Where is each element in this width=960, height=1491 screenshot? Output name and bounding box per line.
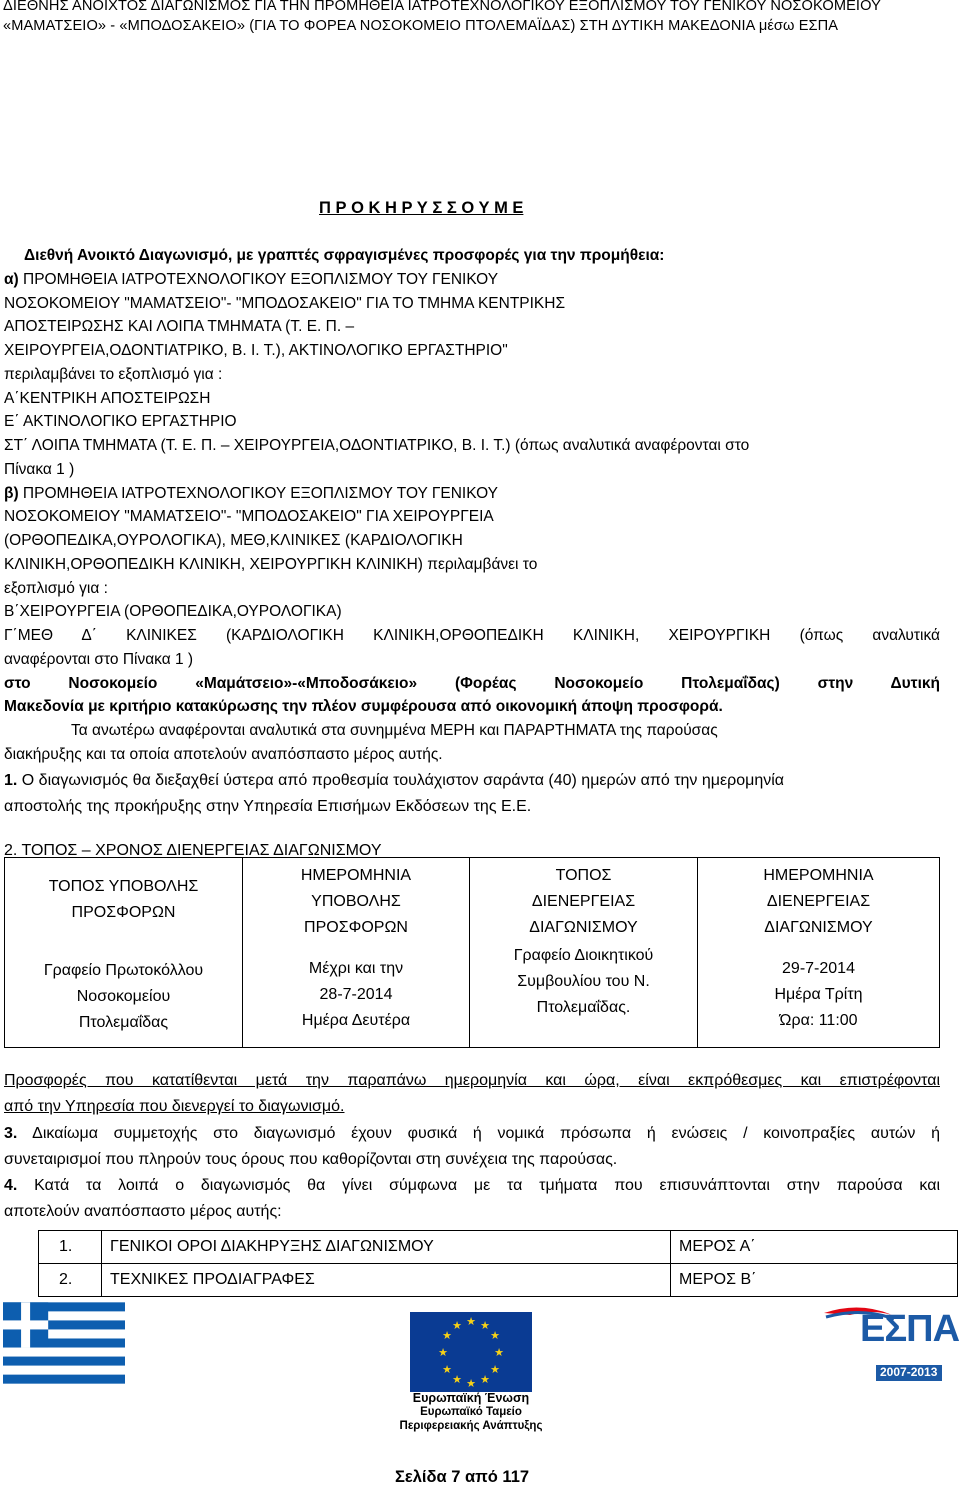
intro-line-16: Β΄ΧΕΙΡΟΥΡΓΕΙΑ (ΟΡΘΟΠΕΔΙΚΑ,ΟΥΡΟΛΟΓΙΚΑ)	[4, 603, 342, 620]
svg-text:★: ★	[442, 1363, 452, 1376]
header-text: ΔΙΕΝΕΡΓΕΙΑΣ	[766, 893, 871, 910]
svg-text:★: ★	[494, 1346, 504, 1359]
dates-table	[4, 857, 940, 1048]
item-a-label: α)	[4, 271, 19, 288]
intro-line-14: ΚΛΙΝΙΚΗ,ΟΡΘΟΠΕΔΙΚΗ ΚΛΙΝΙΚΗ, ΧΕΙΡΟΥΡΓΙΚΗ ΚΛΙΝΙΚΗ) περιλαμβάνει το	[4, 556, 538, 573]
svg-text:★: ★	[490, 1363, 500, 1376]
header-text: ΠΡΟΣΦΟΡΩΝ	[71, 904, 176, 921]
intro-line-6: περιλαμβάνει το εξοπλισμό για :	[4, 366, 223, 383]
parts-table	[38, 1230, 958, 1297]
intro-heading: Διεθνή Ανοικτό Διαγωνισμό, με γραπτές σφραγισμένες προσφορές για την προμήθεια:	[24, 247, 665, 264]
table-cell-procedure-place	[470, 858, 698, 1048]
cell-text: Γραφείο Πρωτοκόλλου	[43, 962, 204, 979]
table-cell-procedure-date	[698, 858, 940, 1048]
header-text: ΔΙΑΓΩΝΙΣΜΟΥ	[764, 919, 873, 936]
svg-text:★: ★	[466, 1315, 476, 1328]
section-2-heading: 2. ΤΟΠΟΣ – ΧΡΟΝΟΣ ΔΙΕΝΕΡΓΕΙΑΣ ΔΙΑΓΩΝΙΣΜΟΥ	[4, 842, 382, 859]
intro-line-5: ΧΕΙΡΟΥΡΓΕΙΑ,ΟΔΟΝΤΙΑΤΡΙΚΟ, Β. Ι. Τ.), ΑΚΤΙΝΟΛΟΓΙΚΟ ΕΡΓΑΣΤΗΡΙΟ"	[4, 342, 508, 359]
section-1-line-1	[4, 772, 784, 790]
intro-line-17: Γ΄ΜΕΘ Δ΄ ΚΛΙΝΙΚΕΣ (ΚΑΡΔΙΟΛΟΓΙΚΗ ΚΛΙΝΙΚΗ,ΟΡΘΟΠΕΔΙΚΗ ΚΛΙΝΙΚΗ, ΧΕΙΡΟΥΡΓΙΚΗ (όπως αναλυτικά	[4, 627, 940, 644]
part-number: 2.	[39, 1264, 102, 1297]
item-b-text: ΠΡΟΜΗΘΕΙΑ ΙΑΤΡΟΤΕΧΝΟΛΟΓΙΚΟΥ ΕΞΟΠΛΙΣΜΟΥ ΤΟΥ ΓΕΝΙΚΟΥ	[18, 485, 498, 502]
section-4-line-2: αποτελούν αναπόσπαστο μέρος αυτής:	[4, 1203, 282, 1220]
section-4-line-1	[4, 1177, 940, 1195]
section-4-text: Κατά τα λοιπά ο διαγωνισμός θα γίνει σύμφωνα με τα τμήματα που επισυνάπτονται στην παρούσα και	[17, 1177, 940, 1194]
cell-text: Ώρα: 11:00	[779, 1012, 858, 1029]
part-name: ΤΕΧΝΙΚΕΣ ΠΡΟΔΙΑΓΡΑΦΕΣ	[102, 1264, 671, 1297]
eu-flag-icon	[410, 1312, 532, 1392]
header-text: ΔΙΕΝΕΡΓΕΙΑΣ	[531, 893, 636, 910]
eu-union-label: Ευρωπαϊκή Ένωση	[412, 1391, 530, 1405]
cell-text: Πτολεμαΐδας.	[536, 999, 631, 1016]
svg-text:★: ★	[438, 1346, 448, 1359]
section-3-text: Δικαίωμα συμμετοχής στο διαγωνισμό έχουν φυσικά ή νομικά πρόσωπα ή ενώσεις / κοινοπραξίες αυτών ή	[17, 1125, 940, 1142]
header-text: ΗΜΕΡΟΜΗΝΙΑ	[763, 867, 874, 884]
part-label: ΜΕΡΟΣ Α΄	[671, 1231, 958, 1264]
intro-line-4: ΑΠΟΣΤΕΙΡΩΣΗΣ ΚΑΙ ΛΟΙΠΑ ΤΜΗΜΑΤΑ (Τ. Ε. Π. –	[4, 318, 355, 335]
intro-item-a	[4, 271, 498, 289]
header-text: ΤΟΠΟΣ ΥΠΟΒΟΛΗΣ	[48, 878, 199, 895]
cell-text: 29-7-2014	[782, 960, 855, 977]
cell-text: Συμβουλίου του Ν.	[517, 973, 650, 990]
header-text: ΔΙΑΓΩΝΙΣΜΟΥ	[529, 919, 638, 936]
intro-line-19: στο Νοσοκομείο «Μαμάτσειο»-«Μποδοσάκειο» (Φορέας Νοσοκομείο Πτολεμαΐδας) στην Δυτική	[4, 675, 940, 692]
svg-text:★: ★	[466, 1377, 476, 1390]
late-offers-line-1: Προσφορές που κατατίθενται μετά την παραπάνω ημερομηνία και ώρα, είναι εκπρόθεσμες και επιστρέφονται	[4, 1072, 940, 1089]
svg-text:★: ★	[480, 1319, 490, 1332]
header-text: ΥΠΟΒΟΛΗΣ	[311, 893, 401, 910]
table-row	[39, 1264, 958, 1297]
document-header-line-2: «ΜΑΜΑΤΣΕΙΟ» - «ΜΠΟΔΟΣΑΚΕΙΟ» (ΓΙΑ ΤΟ ΦΟΡΕΑ ΝΟΣΟΚΟΜΕΙΟ ΠΤΟΛΕΜΑΪΔΑΣ) ΣΤΗ ΔΥΤΙΚΗ ΜΑΚΕΔΟΝΙΑ μέσω ΕΣΠΑ	[3, 18, 839, 34]
section-3-number: 3.	[4, 1125, 18, 1142]
svg-text:★: ★	[442, 1329, 452, 1342]
header-text: ΠΡΟΣΦΟΡΩΝ	[304, 919, 408, 936]
part-label: ΜΕΡΟΣ Β΄	[671, 1264, 958, 1297]
cell-text: 28-7-2014	[319, 986, 393, 1003]
part-name: ΓΕΝΙΚΟΙ ΟΡΟΙ ΔΙΑΚΗΡΥΞΗΣ ΔΙΑΓΩΝΙΣΜΟΥ	[102, 1231, 671, 1264]
header-text: ΤΟΠΟΣ	[555, 867, 612, 884]
intro-line-20: Μακεδονία με κριτήριο κατακύρωσης την πλέον συμφέρουσα από οικονομική άποψη προσφορά.	[4, 698, 723, 715]
espa-logo-years: 2007-2013	[880, 1365, 938, 1379]
document-header-line-1: ΔΙΕΘΝΗΣ ΑΝΟΙΧΤΟΣ ΔΙΑΓΩΝΙΣΜΟΣ ΓΙΑ ΤΗΝ ΠΡΟΜΗΘΕΙΑ ΙΑΤΡΟΤΕΧΝΟΛΟΓΙΚΟΥ ΕΞΟΠΛΙΣΜΟΥ ΤΟΥ ΓΕΝΙΚΟΥ ΝΟΣΟΚΟΜΕΙΟΥ	[3, 0, 881, 14]
cell-text: Νοσοκομείου	[76, 988, 171, 1005]
table-row	[5, 858, 940, 1048]
section-3-line-2: συνεταιρισμοί που πληρούν τους όρους που καθορίζονται στη συνέχεια της παρούσας.	[4, 1151, 618, 1168]
intro-line-3: ΝΟΣΟΚΟΜΕΙΟΥ "ΜΑΜΑΤΣΕΙΟ"- "ΜΠΟΔΟΣΑΚΕΙΟ" ΓΙΑ ΤΟ ΤΜΗΜΑ ΚΕΝΤΡΙΚΗΣ	[4, 295, 566, 312]
svg-text:★: ★	[452, 1319, 462, 1332]
part-number: 1.	[39, 1231, 102, 1264]
svg-text:★: ★	[490, 1329, 500, 1342]
section-1-text: Ο διαγωνισμός θα διεξαχθεί ύστερα από προθεσμία τουλάχιστον σαράντα (40) ημερών από την ημερομηνία	[17, 772, 785, 789]
item-b-label: β)	[4, 485, 19, 502]
table-cell-submission-date	[243, 858, 470, 1048]
section-3-line-1	[4, 1125, 940, 1143]
item-a-text: ΠΡΟΜΗΘΕΙΑ ΙΑΤΡΟΤΕΧΝΟΛΟΓΙΚΟΥ ΕΞΟΠΛΙΣΜΟΥ ΤΟΥ ΓΕΝΙΚΟΥ	[18, 271, 499, 288]
greek-flag-icon	[3, 1302, 125, 1384]
cell-text: Ημέρα Τρίτη	[774, 986, 863, 1003]
intro-line-12: ΝΟΣΟΚΟΜΕΙΟΥ "ΜΑΜΑΤΣΕΙΟ"- "ΜΠΟΔΟΣΑΚΕΙΟ" ΓΙΑ ΧΕΙΡΟΥΡΓΕΙΑ	[4, 508, 494, 525]
intro-line-13: (ΟΡΘΟΠΕΔΙΚΑ,ΟΥΡΟΛΟΓΙΚΑ), ΜΕΘ,ΚΛΙΝΙΚΕΣ (ΚΑΡΔΙΟΛΟΓΙΚΗ	[4, 532, 463, 549]
section-4-number: 4.	[4, 1177, 18, 1194]
intro-line-10: Πίνακα 1 )	[4, 461, 75, 478]
intro-line-8: Ε΄ ΑΚΤΙΝΟΛΟΓΙΚΟ ΕΡΓΑΣΤΗΡΙΟ	[4, 413, 237, 430]
intro-line-18: αναφέρονται στο Πίνακα 1 )	[4, 651, 194, 668]
svg-text:★: ★	[452, 1373, 462, 1386]
eu-development-label: Περιφερειακής Ανάπτυξης	[399, 1420, 543, 1432]
intro-line-15: εξοπλισμό για :	[4, 580, 108, 597]
intro-line-7: Α΄ΚΕΝΤΡΙΚΗ ΑΠΟΣΤΕΙΡΩΣΗ	[4, 390, 211, 407]
section-1-number: 1.	[4, 772, 18, 789]
cell-text: Πτολεμαΐδας	[78, 1014, 169, 1031]
svg-text:★: ★	[480, 1373, 490, 1386]
espa-logo-text: ΕΣΠΑ	[860, 1308, 960, 1350]
late-offers-line-2: από την Υπηρεσία που διενεργεί το διαγωνισμό.	[4, 1098, 345, 1115]
section-1-line-2: αποστολής της προκήρυξης στην Υπηρεσία Επισήμων Εκδόσεων της Ε.Ε.	[4, 798, 532, 815]
intro-line-22: διακήρυξης και τα οποία αποτελούν αναπόσπαστο μέρος αυτής.	[4, 746, 443, 763]
page-title: Π Ρ Ο Κ Η Ρ Υ Σ Σ Ο Υ Μ Ε	[319, 199, 524, 217]
cell-text: Γραφείο Διοικητικού	[513, 947, 654, 964]
table-row	[39, 1231, 958, 1264]
cell-text: Ημέρα Δευτέρα	[301, 1012, 411, 1029]
cell-text: Μέχρι και την	[308, 960, 404, 977]
intro-line-9: ΣΤ΄ ΛΟΙΠΑ ΤΜΗΜΑΤΑ (Τ. Ε. Π. – ΧΕΙΡΟΥΡΓΕΙΑ,ΟΔΟΝΤΙΑΤΡΙΚΟ, Β. Ι. Τ.) (όπως αναλυτικά αναφέρονται στο	[4, 437, 750, 454]
table-cell-submission-place	[5, 858, 243, 1048]
header-text: ΗΜΕΡΟΜΗΝΙΑ	[300, 867, 412, 884]
page-number: Σελίδα 7 από 117	[395, 1468, 530, 1486]
eu-fund-label: Ευρωπαϊκό Ταμείο	[420, 1406, 522, 1418]
intro-item-b	[4, 485, 498, 503]
intro-line-21: Τα ανωτέρω αναφέρονται αναλυτικά στα συνημμένα ΜΕΡΗ και ΠΑΡΑΡΤΗΜΑΤΑ της παρούσας	[71, 722, 718, 739]
